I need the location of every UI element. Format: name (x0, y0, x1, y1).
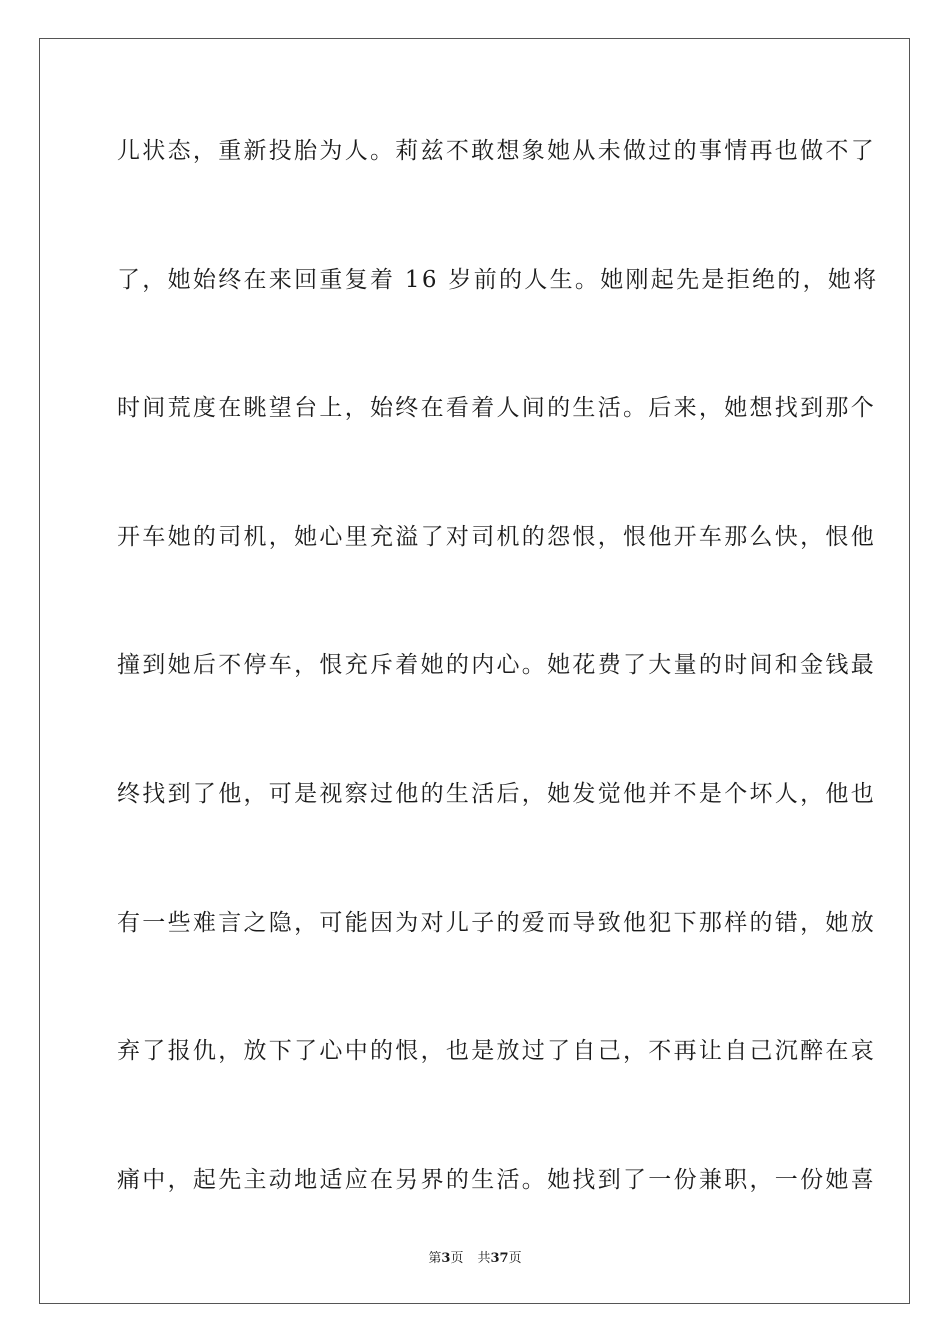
page-prefix: 第 (428, 1251, 442, 1266)
page-footer (0, 1247, 950, 1266)
page-number: 3 (441, 1251, 451, 1266)
page-suffix: 页 (450, 1251, 464, 1266)
document-body (117, 131, 879, 1200)
text-line: 撞到她后不停车，恨充斥着她的内心。她花费了大量的时间和金钱最 (117, 652, 876, 679)
text-line: 儿状态，重新投胎为人。莉兹不敢想象她从未做过的事情再也做不了 (117, 138, 876, 164)
total-pages: 37 (490, 1251, 509, 1266)
text-line: 了，她始终在来回重复着 16 岁前的人生。她刚起先是拒绝的，她将 (117, 266, 879, 293)
text-line: 终找到了他，可是视察过他的生活后，她发觉他并不是个坏人，他也 (117, 780, 876, 807)
text-line: 开车她的司机，她心里充溢了对司机的怨恨，恨他开车那么快，恨他 (117, 523, 876, 550)
total-prefix: 共 (477, 1251, 491, 1266)
text-line: 弃了报仇，放下了心中的恨，也是放过了自己，不再让自己沉醉在哀 (117, 1038, 876, 1065)
text-line: 痛中，起先主动地适应在另界的生活。她找到了一份兼职，一份她喜 (117, 1166, 876, 1193)
text-line: 时间荒度在眺望台上，始终在看着人间的生活。后来，她想找到那个 (117, 395, 876, 422)
text-line: 有一些难言之隐，可能因为对儿子的爱而导致他犯下那样的错，她放 (117, 909, 876, 936)
total-suffix: 页 (508, 1251, 522, 1266)
